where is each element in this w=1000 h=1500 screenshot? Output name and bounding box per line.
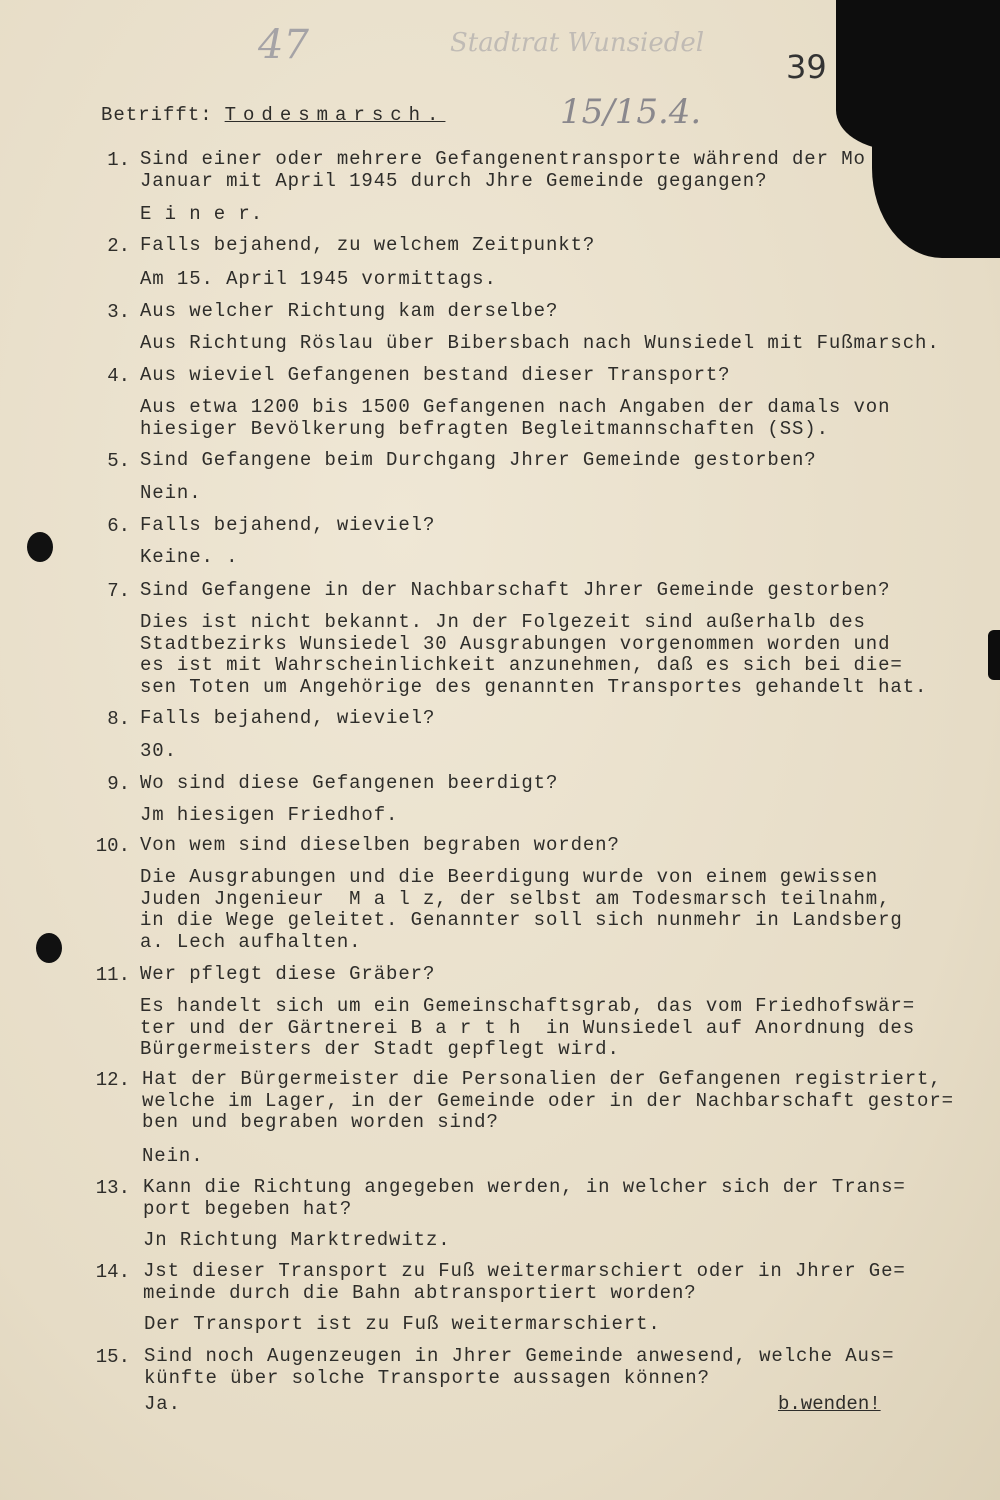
- answer-text: Aus Richtung Röslau über Bibersbach nach Wunsiedel mit Fußmarsch.: [140, 332, 940, 354]
- torn-corner: [836, 0, 1000, 150]
- subject-label: Betrifft:: [101, 104, 213, 126]
- punch-hole-bottom: [36, 933, 62, 963]
- handwritten-date-note: 15/15.4.: [560, 92, 702, 132]
- subject-topic: Todesmarsch.: [224, 104, 446, 126]
- item-number: 13.: [95, 1177, 130, 1199]
- item-number: 14.: [95, 1261, 130, 1283]
- question-text: Sind noch Augenzeugen in Jhrer Gemeinde anwesend, welche Aus= künfte über solche Transporte aussagen können?: [144, 1345, 895, 1389]
- answer-text: Keine. .: [140, 546, 239, 568]
- item-number: 12.: [95, 1069, 130, 1091]
- answer-text: Nein.: [142, 1145, 204, 1167]
- answer-text: E i n e r.: [140, 203, 264, 225]
- answer-text: Nein.: [140, 482, 202, 504]
- question-text: Aus welcher Richtung kam derselbe?: [140, 300, 559, 322]
- answer-text: Jm hiesigen Friedhof.: [140, 804, 399, 826]
- question-text: Aus wieviel Gefangenen bestand dieser Transport?: [140, 364, 731, 386]
- answer-text: Die Ausgrabungen und die Beerdigung wurde von einem gewissen Juden Jngenieur M a l z, der selbst am Todesmarsch teilnahm, in die Wege geleitet. Genannter soll sich nunmehr in Landsberg a. Lech aufhalten.: [140, 866, 903, 953]
- answer-text: Dies ist nicht bekannt. Jn der Folgezeit sind außerhalb des Stadtbezirks Wunsiedel 30 Ausgrabungen vorgenommen worden und es ist mit Wahrscheinlichkeit anzunehmen, daß es sich bei die= sen Toten um Angehörige des genannten Transportes gehandelt hat.: [140, 611, 928, 698]
- answer-text: 30.: [140, 740, 177, 762]
- handwritten-top-mark: 47: [258, 22, 309, 68]
- question-text: Hat der Bürgermeister die Personalien der Gefangenen registriert, welche im Lager, in der Gemeinde oder in der Nachbarschaft gestor= ben und begraben worden sind?: [142, 1068, 954, 1133]
- question-text: Falls bejahend, wieviel?: [140, 514, 436, 536]
- question-text: Wer pflegt diese Gräber?: [140, 963, 436, 985]
- question-text: Falls bejahend, zu welchem Zeitpunkt?: [140, 234, 596, 256]
- turn-over-note: b.wenden!: [778, 1393, 881, 1415]
- answer-text: Ja.: [144, 1393, 181, 1415]
- item-number: 7.: [107, 580, 130, 602]
- item-number: 11.: [95, 964, 130, 986]
- answer-text: Am 15. April 1945 vormittags.: [140, 268, 497, 290]
- item-number: 8.: [107, 708, 130, 730]
- item-number: 3.: [107, 301, 130, 323]
- question-text: Wo sind diese Gefangenen beerdigt?: [140, 772, 559, 794]
- item-number: 9.: [107, 773, 130, 795]
- item-number: 1.: [107, 149, 130, 171]
- page-number: 39: [786, 48, 827, 86]
- item-number: 15.: [95, 1346, 130, 1368]
- edge-mark: [988, 630, 1000, 680]
- answer-text: Jn Richtung Marktredwitz.: [143, 1229, 451, 1251]
- item-number: 10.: [95, 835, 130, 857]
- subject-line: [101, 104, 445, 126]
- question-text: Falls bejahend, wieviel?: [140, 707, 436, 729]
- question-text: Jst dieser Transport zu Fuß weitermarschiert oder in Jhrer Ge= meinde durch die Bahn abtransportiert worden?: [143, 1260, 906, 1304]
- question-text: Sind Gefangene in der Nachbarschaft Jhrer Gemeinde gestorben?: [140, 579, 891, 601]
- handwritten-archive-note: Stadtrat Wunsiedel: [450, 28, 705, 58]
- question-text: Kann die Richtung angegeben werden, in welcher sich der Trans= port begeben hat?: [143, 1176, 906, 1220]
- answer-text: Aus etwa 1200 bis 1500 Gefangenen nach Angaben der damals von hiesiger Bevölkerung befragten Begleitmannschaften (SS).: [140, 396, 891, 440]
- item-number: 5.: [107, 450, 130, 472]
- question-text: Sind Gefangene beim Durchgang Jhrer Gemeinde gestorben?: [140, 449, 817, 471]
- item-number: 2.: [107, 235, 130, 257]
- question-text: Sind einer oder mehrere Gefangenentransporte während der Mo Januar mit April 1945 durch Jhre Gemeinde gegangen?: [140, 148, 866, 192]
- answer-text: Der Transport ist zu Fuß weitermarschiert.: [144, 1313, 661, 1335]
- item-number: 4.: [107, 365, 130, 387]
- question-text: Von wem sind dieselben begraben worden?: [140, 834, 620, 856]
- item-number: 6.: [107, 515, 130, 537]
- answer-text: Es handelt sich um ein Gemeinschaftsgrab, das vom Friedhofswär= ter und der Gärtnerei B a r t h in Wunsiedel auf Anordnung des Bürgermeisters der Stadt gepflegt wird.: [140, 995, 916, 1060]
